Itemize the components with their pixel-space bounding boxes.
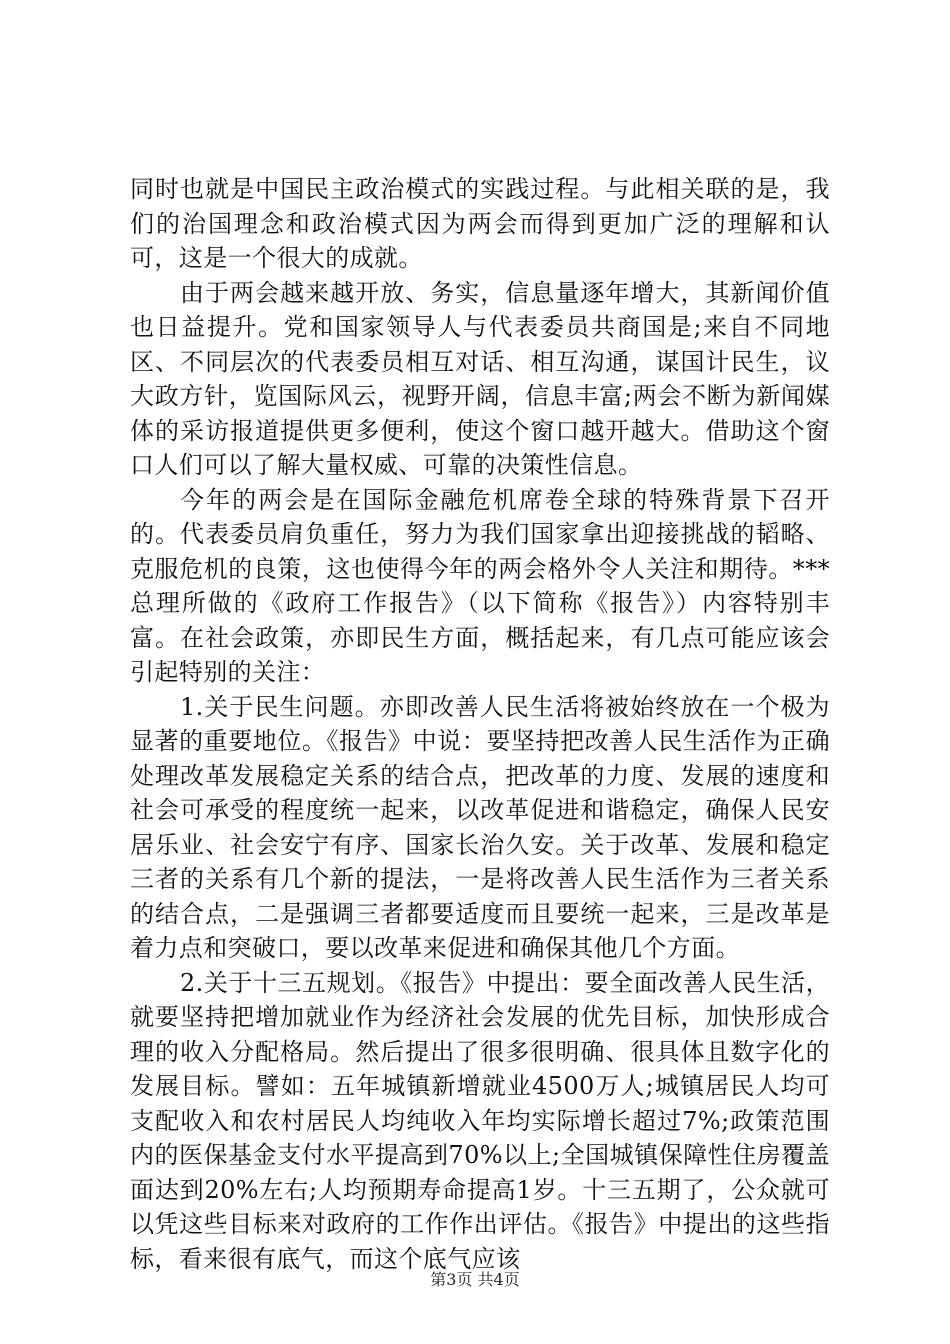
paragraph-5: 2.关于十三五规划。《报告》中提出：要全面改善人民生活，就要坚持把增加就业作为经济社会发展的优先目标，加快形成合理的收入分配格局。然后提出了很多很明确、很具体且数字化的发展目标。譬如：五年城镇新增就业4500万人;城镇居民人均可支配收入和农村居民人均纯收入年均实际增长超过7%;政策范围内的医保基金支付水平提高到70%以上;全国城镇保障性住房覆盖面达到20%左右;人均预期寿命提高1岁。十三五期了，公众就可以凭这些目标来对政府的工作作出评估。《报告》中提出的这些指标，看来很有底气，而这个底气应该 <box>130 968 830 1273</box>
paragraph-2: 由于两会越来越开放、务实，信息量逐年增大，其新闻价值也日益提升。党和国家领导人与代表委员共商国是;来自不同地区、不同层次的代表委员相互对话、相互沟通，谋国计民生，议大政方针，览国际风云，视野开阔，信息丰富;两会不断为新闻媒体的采访报道提供更多便利，使这个窗口越开越大。借助这个窗口人们可以了解大量权威、可靠的决策性信息。 <box>130 278 830 479</box>
paragraph-1: 同时也就是中国民主政治模式的实践过程。与此相关联的是，我们的治国理念和政治模式因为两会而得到更加广泛的理解和认可，这是一个很大的成就。 <box>130 175 830 272</box>
paragraph-4: 1.关于民生问题。亦即改善人民生活将被始终放在一个极为显著的重要地位。《报告》中说：要坚持把改善人民生活作为正确处理改革发展稳定关系的结合点，把改革的力度、发展的速度和社会可承受的程度统一起来，以改革促进和谐稳定，确保人民安居乐业、社会安宁有序、国家长治久安。关于改革、发展和稳定三者的关系有几个新的提法，一是将改善人民生活作为三者关系的结合点，二是强调三者都要适度而且要统一起来，三是改革是着力点和突破口，要以改革来促进和确保其他几个方面。 <box>130 692 830 962</box>
paragraph-3: 今年的两会是在国际金融危机席卷全球的特殊背景下召开的。代表委员肩负重任，努力为我们国家拿出迎接挑战的韬略、克服危机的良策，这也使得今年的两会格外令人关注和期待。***总理所做的《政府工作报告》（以下简称《报告》）内容特别丰富。在社会政策，亦即民生方面，概括起来，有几点可能应该会引起特别的关注： <box>130 485 830 686</box>
page-number-footer: 第3页 共4页 <box>430 1270 520 1289</box>
document-body <box>130 172 830 1276</box>
